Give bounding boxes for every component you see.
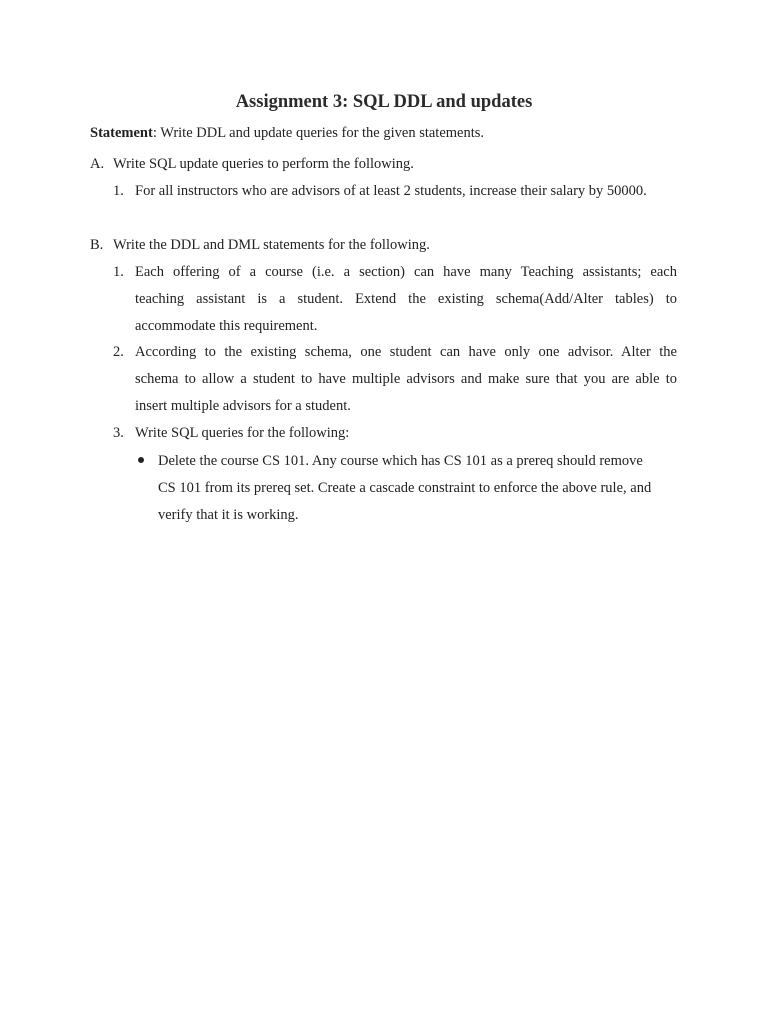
section-b-item-2-line-3: insert multiple advisors for a student. [135, 398, 351, 414]
bullet-icon [138, 457, 144, 463]
bullet-item-line-2: CS 101 from its prereq set. Create a cascade constraint to enforce the above rule, and [158, 480, 652, 496]
section-b-heading: Write the DDL and DML statements for the following. [113, 237, 430, 253]
section-a-heading: Write SQL update queries to perform the following. [113, 156, 414, 172]
statement-line [90, 124, 484, 142]
section-b-item-1-line-2: teaching assistant is a student. Extend the existing schema(Add/Alter tables) to [135, 291, 677, 307]
section-b-item-2-marker: 2. [113, 344, 124, 360]
bullet-item-line-3: verify that it is working. [158, 507, 299, 523]
statement-label: Statement [90, 125, 153, 141]
statement-text: : Write DDL and update queries for the given statements. [152, 125, 485, 141]
section-b-item-1-line-3: accommodate this requirement. [135, 318, 318, 334]
section-b-item-3-text: Write SQL queries for the following: [135, 425, 350, 441]
section-a-item-1-text: For all instructors who are advisors of at least 2 students, increase their salary by 50000. [135, 183, 647, 199]
section-a-marker: A. [90, 156, 105, 172]
section-b-marker: B. [90, 237, 104, 253]
section-a-item-1-marker: 1. [113, 183, 124, 199]
section-b-item-2-line-1: According to the existing schema, one student can have only one advisor. Alter the [135, 344, 677, 360]
section-b-item-1-marker: 1. [113, 264, 124, 280]
bullet-item-line-1: Delete the course CS 101. Any course which has CS 101 as a prereq should remove [158, 453, 643, 469]
section-b-item-1-line-1: Each offering of a course (i.e. a section) can have many Teaching assistants; each [135, 264, 677, 280]
page-title: Assignment 3: SQL DDL and updates [235, 92, 533, 112]
section-b-item-2-line-2: schema to allow a student to have multiple advisors and make sure that you are able to [135, 371, 677, 387]
section-b-item-3-marker: 3. [113, 425, 124, 441]
